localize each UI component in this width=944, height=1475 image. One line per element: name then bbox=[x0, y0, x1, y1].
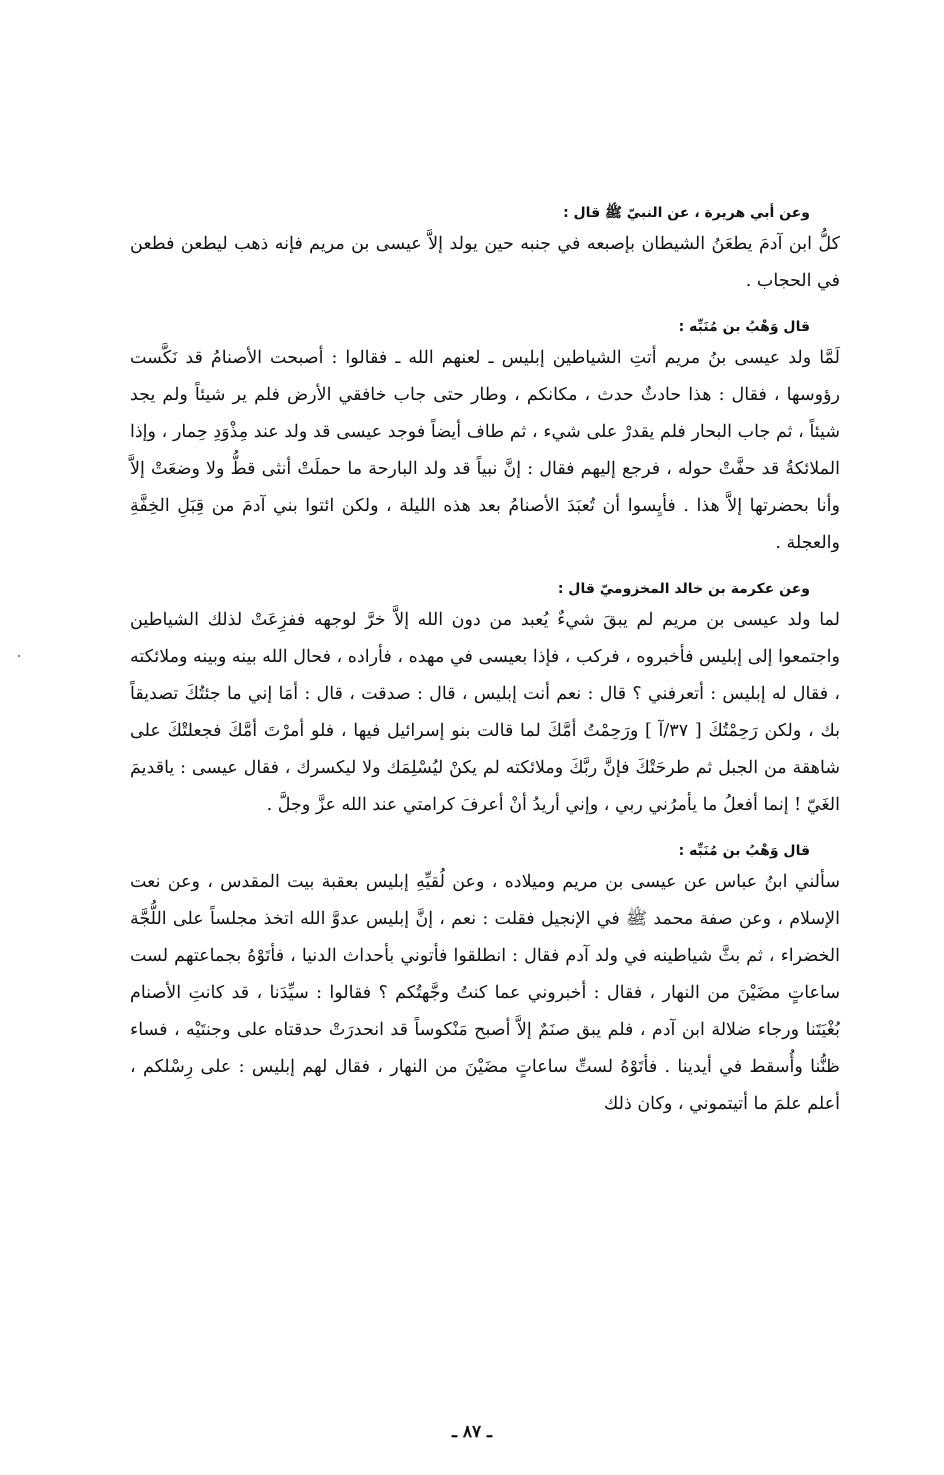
section-text-4: سألني ابنُ عباس عن عيسى بن مريم وميلاده ، وعن لُقيِّهِ إبليس بعقبة بيت المقدس ، وعن نعت الإسلام ، وعن صفة محمد ﷺ في الإنجيل فقلت : نعم ، إنَّ إبليس عدوَّ الله اتخذ مجلساً على اللُّجَّة الخضراء ، ثم بثَّ شياطينه في ولد آدم فقال : انطلقوا فأتوني بأحداث الدنيا ، فأتَوْهُ بجماعتهم لست ساعاتٍ مضَيْنَ من النهار ، فقال : أخبروني عما كنتُ وجَّهتُكم ؟ فقالوا : سيِّدَنا ، قد كانتِ الأصنام بُغْيَتَنا ورجاء ضلالة ابن آدم ، فلم يبق صنَمٌ إلاَّ أصبح مَنْكوساً قد انحدرَتْ حدقتاه على وجنتَيْه ، فساء ظنُّنا وأُسقط في أيدينا . فأتَوْهُ لستِّ ساعاتٍ مضَيْنَ من النهار ، فقال لهم إبليس : على رِسْلكم ، أعلم علمَ ما أتيتموني ، وكان ذلك bbox=[130, 872, 840, 1114]
book-page-text bbox=[130, 200, 840, 1137]
section-heading-1: وعن أبي هريرة ، عن النبيّ ﷺ قال : bbox=[563, 205, 810, 221]
section-text-3: لما ولد عيسى بن مريم لم يبقَ شيءٌ يُعبد من دون الله إلاَّ خرَّ لوجهه ففزِعَتْ لذلك الشياطين واجتمعوا إلى إبليس فأخبروه ، فركب ، فإذا بعيسى في مهده ، فأراده ، فحال الله بينه وبينه وملائكته ، فقال له إبليس : أتعرفني ؟ قال : نعم أنت إبليس ، قال : صدقت ، قال : أمَا إني ما جئتُكَ تصديقاً بك ، ولكن رَحِمْتُكَ [ ٣٧/آ ] ورَحِمْتُ أمَّكَ لما قالت بنو إسرائيل فيها ، فلو أمرْتَ أمَّكَ فجعلتْكَ على شاهقة من الجبل ثم طرحَتْكَ فإنَّ ربَّكَ وملائكته لم يكنْ ليُسْلِمَك ولا ليكسرك ، فقال عيسى : ياقديمَ الغَيّ ! إنما أفعلُ ما يأمرُني ربي ، وإني أريدُ أنْ أعرفَ كرامتي عند الله عزَّ وجلَّ . bbox=[130, 610, 840, 815]
section-heading-3: وعن عكرمة بن خالد المخزوميّ قال : bbox=[557, 581, 810, 597]
section-text-1: كلُّ ابن آدمَ يطعَنُ الشيطان بإصبعه في جنبه حين يولد إلاَّ عيسى بن مريم فإنه ذهب ليطعن فطعن في الحجاب . bbox=[130, 234, 840, 291]
section-heading-4: قال وَهْبُ بن مُنَبِّه : bbox=[678, 843, 810, 859]
margin-speck bbox=[18, 655, 20, 657]
section-heading-2: قال وَهْبُ بن مُنَبِّه : bbox=[678, 319, 810, 335]
page-number: ـ ٨٧ ـ bbox=[451, 1422, 493, 1442]
section-text-2: لَمَّا ولد عيسى بنُ مريم أتتِ الشياطين إبليس ـ لعنهم الله ـ فقالوا : أصبحت الأصنامُ قد نَكَّست رؤوسها ، فقال : هذا حادثٌ حدث ، مكانكم ، وطار حتى جاب خافقي الأرض فلم ير شيئاً ولم يجد شيئاً ، ثم جاب البحار فلم يقدرْ على شيء ، ثم طاف أيضاً فوجد عيسى قد ولد عند مِذْوَدِ حِمار ، وإذا الملائكةُ قد حفَّتْ حوله ، فرجع إليهم فقال : إنَّ نبياً قد ولد البارحة ما حملَتْ أنثى قطُّ ولا وضعَتْ إلاَّ وأنا بحضرتها إلاَّ هذا . فأيِسوا أن تُعبَدَ الأصنامُ بعد هذه الليلة ، ولكن ائتوا بني آدمَ من قِبَلِ الخِفَّةِ والعجلة . bbox=[130, 348, 840, 553]
